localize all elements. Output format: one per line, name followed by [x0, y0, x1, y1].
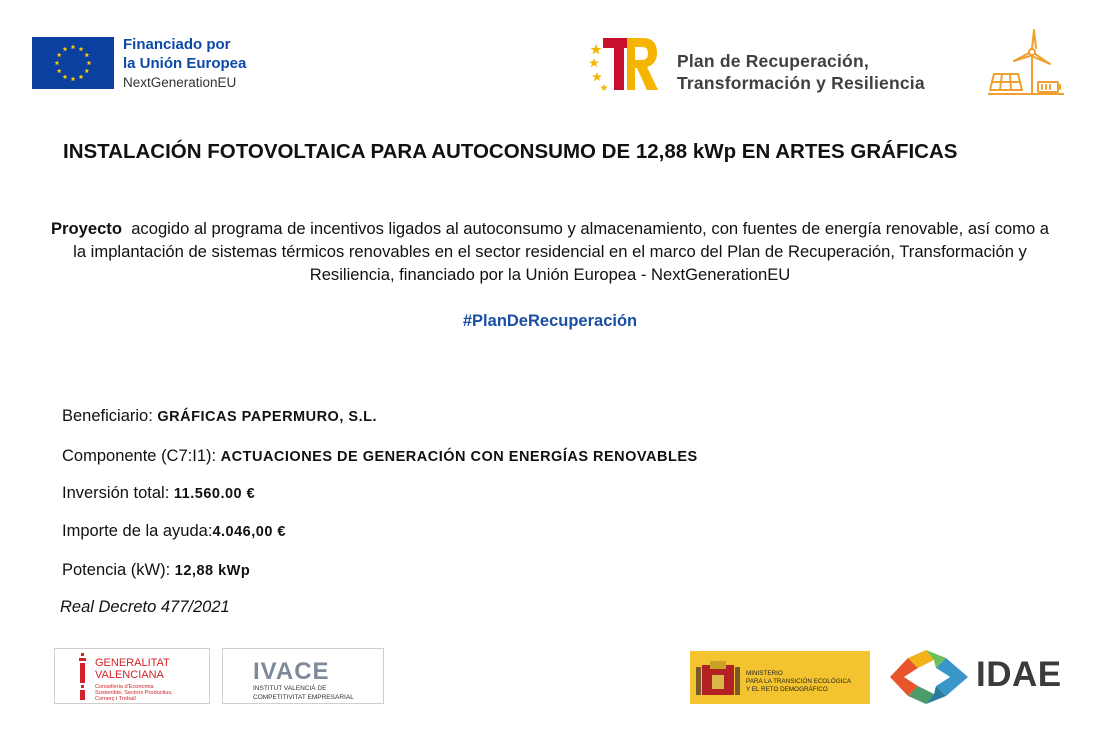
- eu-star: [87, 60, 92, 65]
- eu-line3: NextGenerationEU: [123, 75, 237, 90]
- project-description: [50, 217, 1050, 286]
- plan-line2: Transformación y Resiliencia: [677, 73, 925, 93]
- potencia-label: Potencia (kW):: [62, 561, 171, 579]
- field-beneficiario: [62, 407, 377, 426]
- beneficiario-value: GRÁFICAS PAPERMURO, S.L.: [157, 409, 377, 425]
- eu-star: [84, 68, 89, 73]
- project-text: acogido al programa de incentivos ligados al autoconsumo y almacenamiento, con fuentes de energía renovable, así como a la implantación de sistemas térmicos renovables en el sector residencial en el marco del Plan de Recuperación, Transformación y Resiliencia, financiado por la Unión Europea - NextGenerationEU: [73, 219, 1050, 284]
- page-title: INSTALACIÓN FOTOVOLTAICA PARA AUTOCONSUMO DE 12,88 kWp EN ARTES GRÁFICAS: [63, 140, 958, 163]
- eu-star: [55, 60, 60, 65]
- gv-line5: Comerç i Treball: [95, 696, 136, 702]
- field-potencia: [62, 561, 250, 580]
- gv-logo: [54, 648, 210, 704]
- componente-label: Componente (C7:I1):: [62, 447, 217, 465]
- ivace-logo-icon: [253, 658, 330, 685]
- eu-star: [57, 68, 62, 73]
- project-label: Proyecto: [50, 219, 122, 238]
- eu-flag-icon: [32, 37, 114, 89]
- gv-logo-icon: [79, 653, 86, 700]
- ivace-line2: COMPETITIVITAT EMPRESARIAL: [253, 694, 354, 701]
- potencia-value: 12,88 kWp: [174, 563, 251, 579]
- decree: Real Decreto 477/2021: [60, 598, 230, 616]
- tr-logo-icon: [587, 34, 659, 92]
- eu-line1: Financiado por: [123, 36, 231, 53]
- eu-line2: la Unión Europea: [123, 55, 247, 72]
- min-line3: Y EL RETO DEMOGRÁFICO: [746, 686, 828, 693]
- inversion-value: 11.560.00 €: [173, 486, 256, 502]
- eu-star: [71, 44, 76, 49]
- eu-funding-text: [123, 35, 246, 92]
- gv-line2: VALENCIANA: [95, 669, 164, 681]
- gv-line4: Sostenible, Sectors Productius,: [95, 690, 173, 696]
- ivace-line1: INSTITUT VALENCIÀ DE: [253, 685, 327, 692]
- beneficiario-label: Beneficiario:: [62, 407, 153, 425]
- ayuda-value: 4.046,00 €: [212, 524, 286, 540]
- wind-solar-icon: [988, 26, 1064, 98]
- componente-value: ACTUACIONES DE GENERACIÓN CON ENERGÍAS RENOVABLES: [220, 449, 698, 465]
- eu-star: [84, 52, 89, 57]
- idae-logo-icon: [886, 648, 972, 706]
- field-ayuda: [62, 522, 286, 541]
- ivace-name: IVACE: [253, 658, 330, 685]
- idae-text: IDAE: [976, 655, 1062, 694]
- eu-star: [79, 47, 84, 52]
- eu-star: [79, 74, 84, 79]
- ayuda-label: Importe de la ayuda:: [62, 522, 213, 540]
- plan-line1: Plan de Recuperación,: [677, 51, 869, 71]
- inversion-label: Inversión total:: [62, 484, 170, 502]
- field-inversion: [62, 484, 255, 503]
- spain-coat-of-arms-icon: [696, 661, 740, 695]
- min-line2: PARA LA TRANSICIÓN ECOLÓGICA: [746, 678, 852, 685]
- ivace-logo: [222, 648, 384, 704]
- gv-line1: GENERALITAT: [95, 657, 170, 669]
- eu-star: [63, 47, 68, 52]
- gv-line3: Conselleria d'Economia: [95, 684, 154, 690]
- eu-star: [63, 74, 68, 79]
- ministry-logo: [690, 651, 870, 704]
- eu-star: [57, 52, 62, 57]
- eu-star: [71, 76, 76, 81]
- min-line1: MINISTERIO: [746, 670, 783, 677]
- hashtag: #PlanDeRecuperación: [462, 312, 638, 330]
- field-componente: [62, 447, 698, 466]
- plan-recuperacion-text: [677, 50, 925, 94]
